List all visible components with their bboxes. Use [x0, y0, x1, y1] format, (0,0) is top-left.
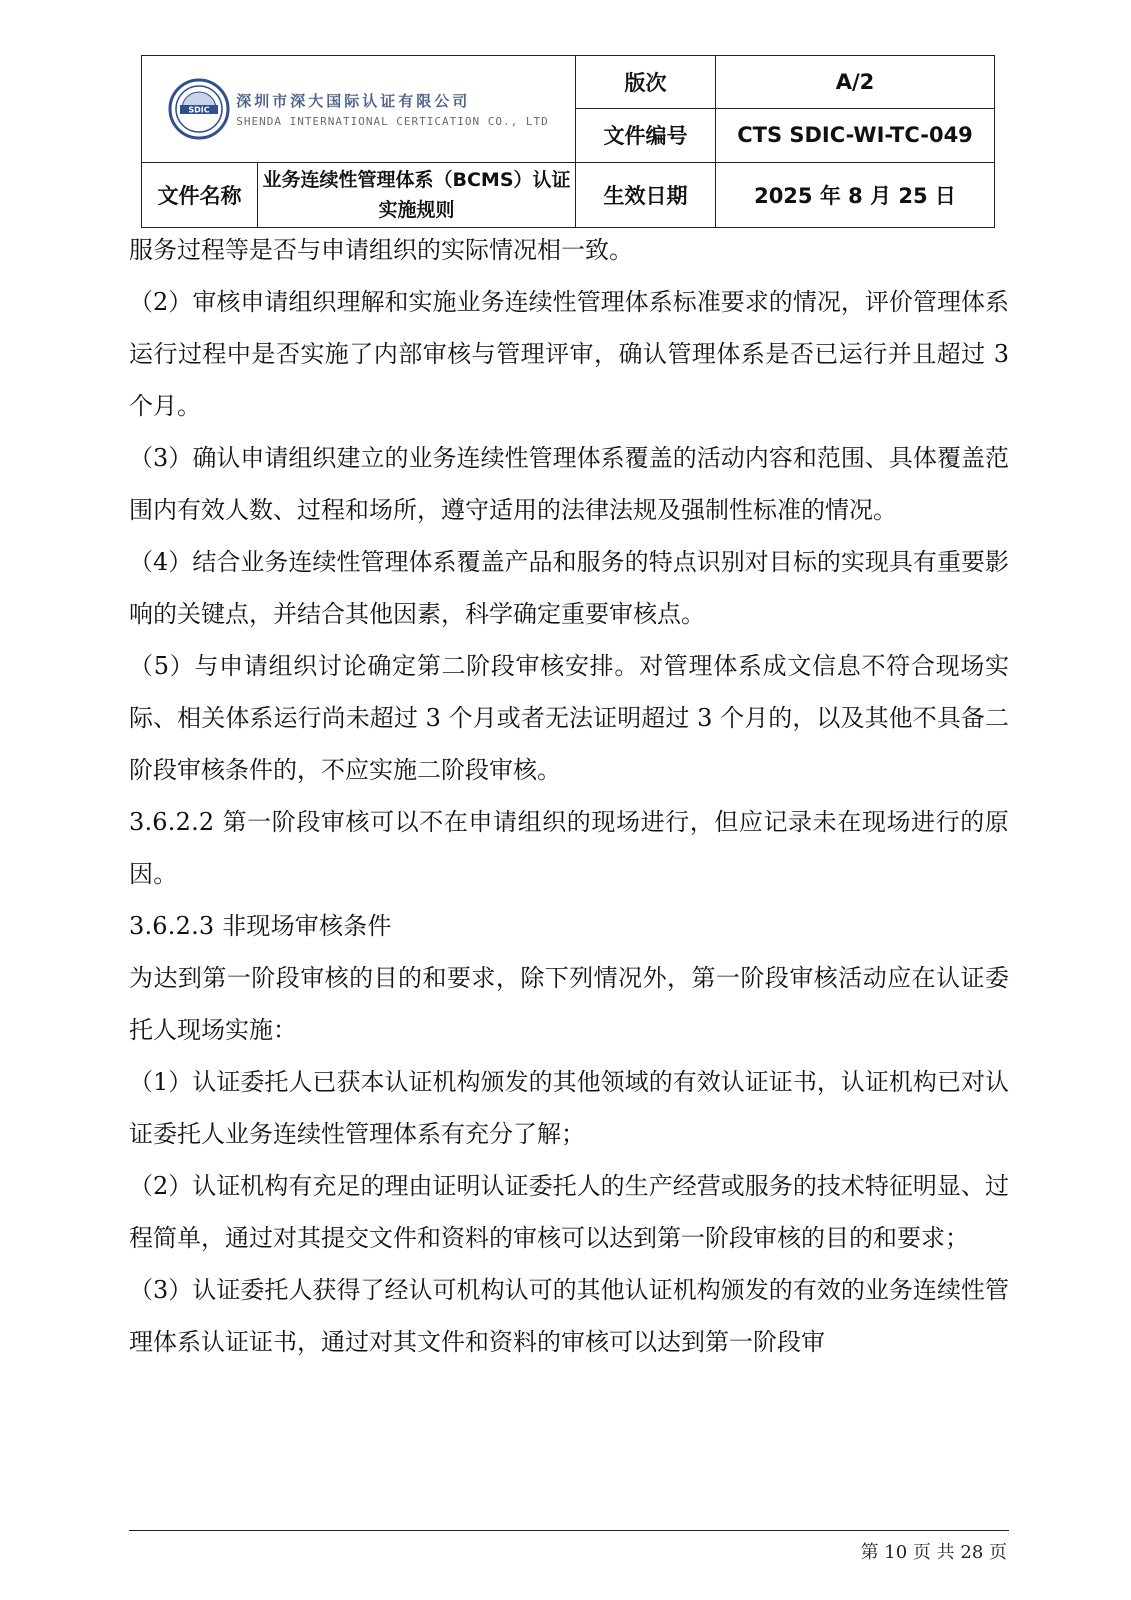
page-number: 第 10 页 共 28 页 — [860, 1542, 1007, 1563]
paragraph: 服务过程等是否与申请组织的实际情况相一致。 — [129, 236, 633, 264]
docno-label: 文件编号 — [576, 109, 716, 162]
document-body — [129, 224, 1009, 1368]
company-logo-cell — [142, 56, 576, 163]
docname-value: 业务连续性管理体系（BCMS）认证实施规则 — [258, 162, 576, 227]
company-name-cn: 深圳市深大国际认证有限公司 — [236, 91, 471, 110]
paragraph: （2）审核申请组织理解和实施业务连续性管理体系标准要求的情况，评价管理体系运行过程中是否实施了内部审核与管理评审，确认管理体系是否已运行并且超过 3 个月。 — [129, 288, 1009, 420]
docname-label: 文件名称 — [142, 162, 258, 227]
docno-value: CTS SDIC-WI-TC-049 — [716, 109, 995, 162]
company-name-en: SHENDA INTERNATIONAL CERTICATION CO., LTD — [236, 114, 549, 128]
edition-value: A/2 — [716, 56, 995, 109]
paragraph: （5）与申请组织讨论确定第二阶段审核安排。对管理体系成文信息不符合现场实际、相关体系运行尚未超过 3 个月或者无法证明超过 3 个月的，以及其他不具备二阶段审核条件的，不应实施二阶段审核。 — [129, 652, 1009, 784]
seal-text: SDIC — [188, 105, 210, 115]
paragraph: （2）认证机构有充足的理由证明认证委托人的生产经营或服务的技术特征明显、过程简单，通过对其提交文件和资料的审核可以达到第一阶段审核的目的和要求； — [129, 1172, 1009, 1252]
paragraph: 为达到第一阶段审核的目的和要求，除下列情况外，第一阶段审核活动应在认证委托人现场实施： — [129, 964, 1009, 1044]
footer-divider — [129, 1530, 1009, 1531]
effective-date-label: 生效日期 — [576, 162, 716, 227]
clause-heading: 3.6.2.3 非现场审核条件 — [129, 912, 392, 940]
document-header-table — [141, 55, 995, 228]
paragraph: （3）认证委托人获得了经认可机构认可的其他认证机构颁发的有效的业务连续性管理体系认证证书，通过对其文件和资料的审核可以达到第一阶段审 — [129, 1276, 1009, 1356]
paragraph: （3）确认申请组织建立的业务连续性管理体系覆盖的活动内容和范围、具体覆盖范围内有效人数、过程和场所，遵守适用的法律法规及强制性标准的情况。 — [129, 444, 1009, 524]
paragraph: （4）结合业务连续性管理体系覆盖产品和服务的特点识别对目标的实现具有重要影响的关键点，并结合其他因素，科学确定重要审核点。 — [129, 548, 1009, 628]
effective-date-value: 2025 年 8 月 25 日 — [716, 162, 995, 227]
company-seal-icon — [168, 78, 230, 140]
clause-paragraph: 3.6.2.2 第一阶段审核可以不在申请组织的现场进行，但应记录未在现场进行的原因。 — [129, 808, 1009, 888]
paragraph: （1）认证委托人已获本认证机构颁发的其他领域的有效认证证书，认证机构已对认证委托人业务连续性管理体系有充分了解； — [129, 1068, 1009, 1148]
edition-label: 版次 — [576, 56, 716, 109]
